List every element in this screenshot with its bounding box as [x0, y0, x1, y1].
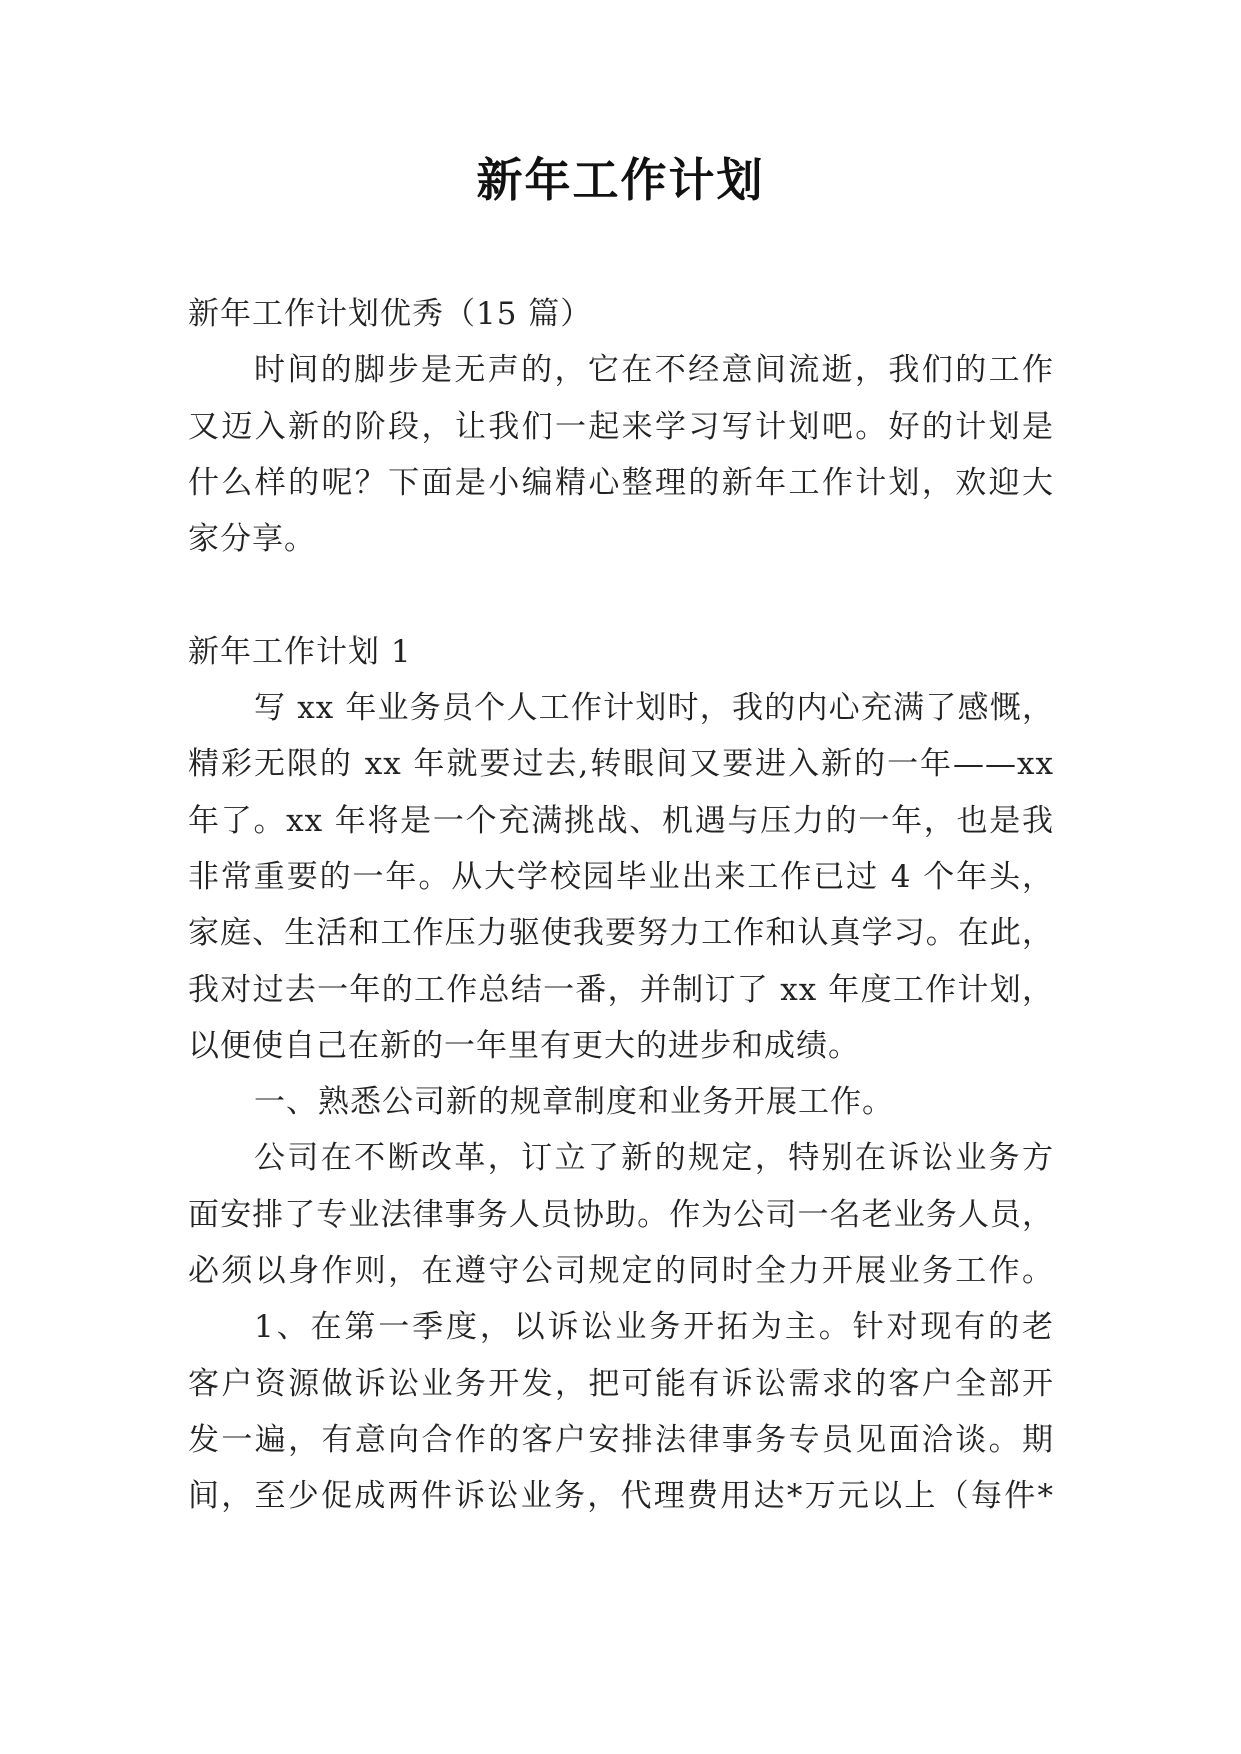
paragraph-line: 我对过去一年的工作总结一番，并制订了 xx 年度工作计划，	[188, 971, 1054, 1008]
paragraph-line: 写 xx 年业务员个人工作计划时，我的内心充满了感慨，	[254, 690, 1054, 727]
document-body	[188, 286, 1054, 1525]
document-title: 新年工作计划	[476, 153, 765, 207]
list-item-line: 发一遍，有意向合作的客户安排法律事务专员见面洽谈。期	[188, 1421, 1054, 1458]
list-item-line: 客户资源做诉讼业务开发，把可能有诉讼需求的客户全部开	[188, 1365, 1054, 1402]
intro-line: 什么样的呢？下面是小编精心整理的新年工作计划，欢迎大	[188, 464, 1054, 501]
point-heading: 一、熟悉公司新的规章制度和业务开展工作。	[254, 1084, 894, 1121]
intro-line: 又迈入新的阶段，让我们一起来学习写计划吧。好的计划是	[188, 408, 1054, 445]
paragraph-line: 以便使自己在新的一年里有更大的进步和成绩。	[188, 1027, 860, 1064]
paragraph-line: 精彩无限的 xx 年就要过去,转眼间又要进入新的一年——xx	[188, 746, 1054, 783]
document-subtitle: 新年工作计划优秀（15 篇）	[188, 296, 593, 332]
intro-line: 时间的脚步是无声的，它在不经意间流逝，我们的工作	[254, 352, 1054, 389]
paragraph-line: 家庭、生活和工作压力驱使我要努力工作和认真学习。在此，	[188, 915, 1054, 952]
list-item-line: 1、在第一季度，以诉讼业务开拓为主。针对现有的老	[254, 1309, 1054, 1346]
paragraph-line: 面安排了专业法律事务人员协助。作为公司一名老业务人员，	[188, 1196, 1054, 1233]
paragraph-line: 年了。xx 年将是一个充满挑战、机遇与压力的一年，也是我	[188, 802, 1054, 839]
list-item-line: 间，至少促成两件诉讼业务，代理费用达*万元以上（每件*	[188, 1478, 1054, 1515]
paragraph-line: 公司在不断改革，订立了新的规定，特别在诉讼业务方	[254, 1140, 1054, 1177]
paragraph-line: 非常重要的一年。从大学校园毕业出来工作已过 4 个年头，	[188, 858, 1054, 895]
section-heading: 新年工作计划 1	[188, 633, 412, 670]
paragraph-gap	[188, 567, 1054, 623]
intro-line: 家分享。	[188, 521, 316, 558]
paragraph-line: 必须以身作则，在遵守公司规定的同时全力开展业务工作。	[188, 1253, 1054, 1290]
